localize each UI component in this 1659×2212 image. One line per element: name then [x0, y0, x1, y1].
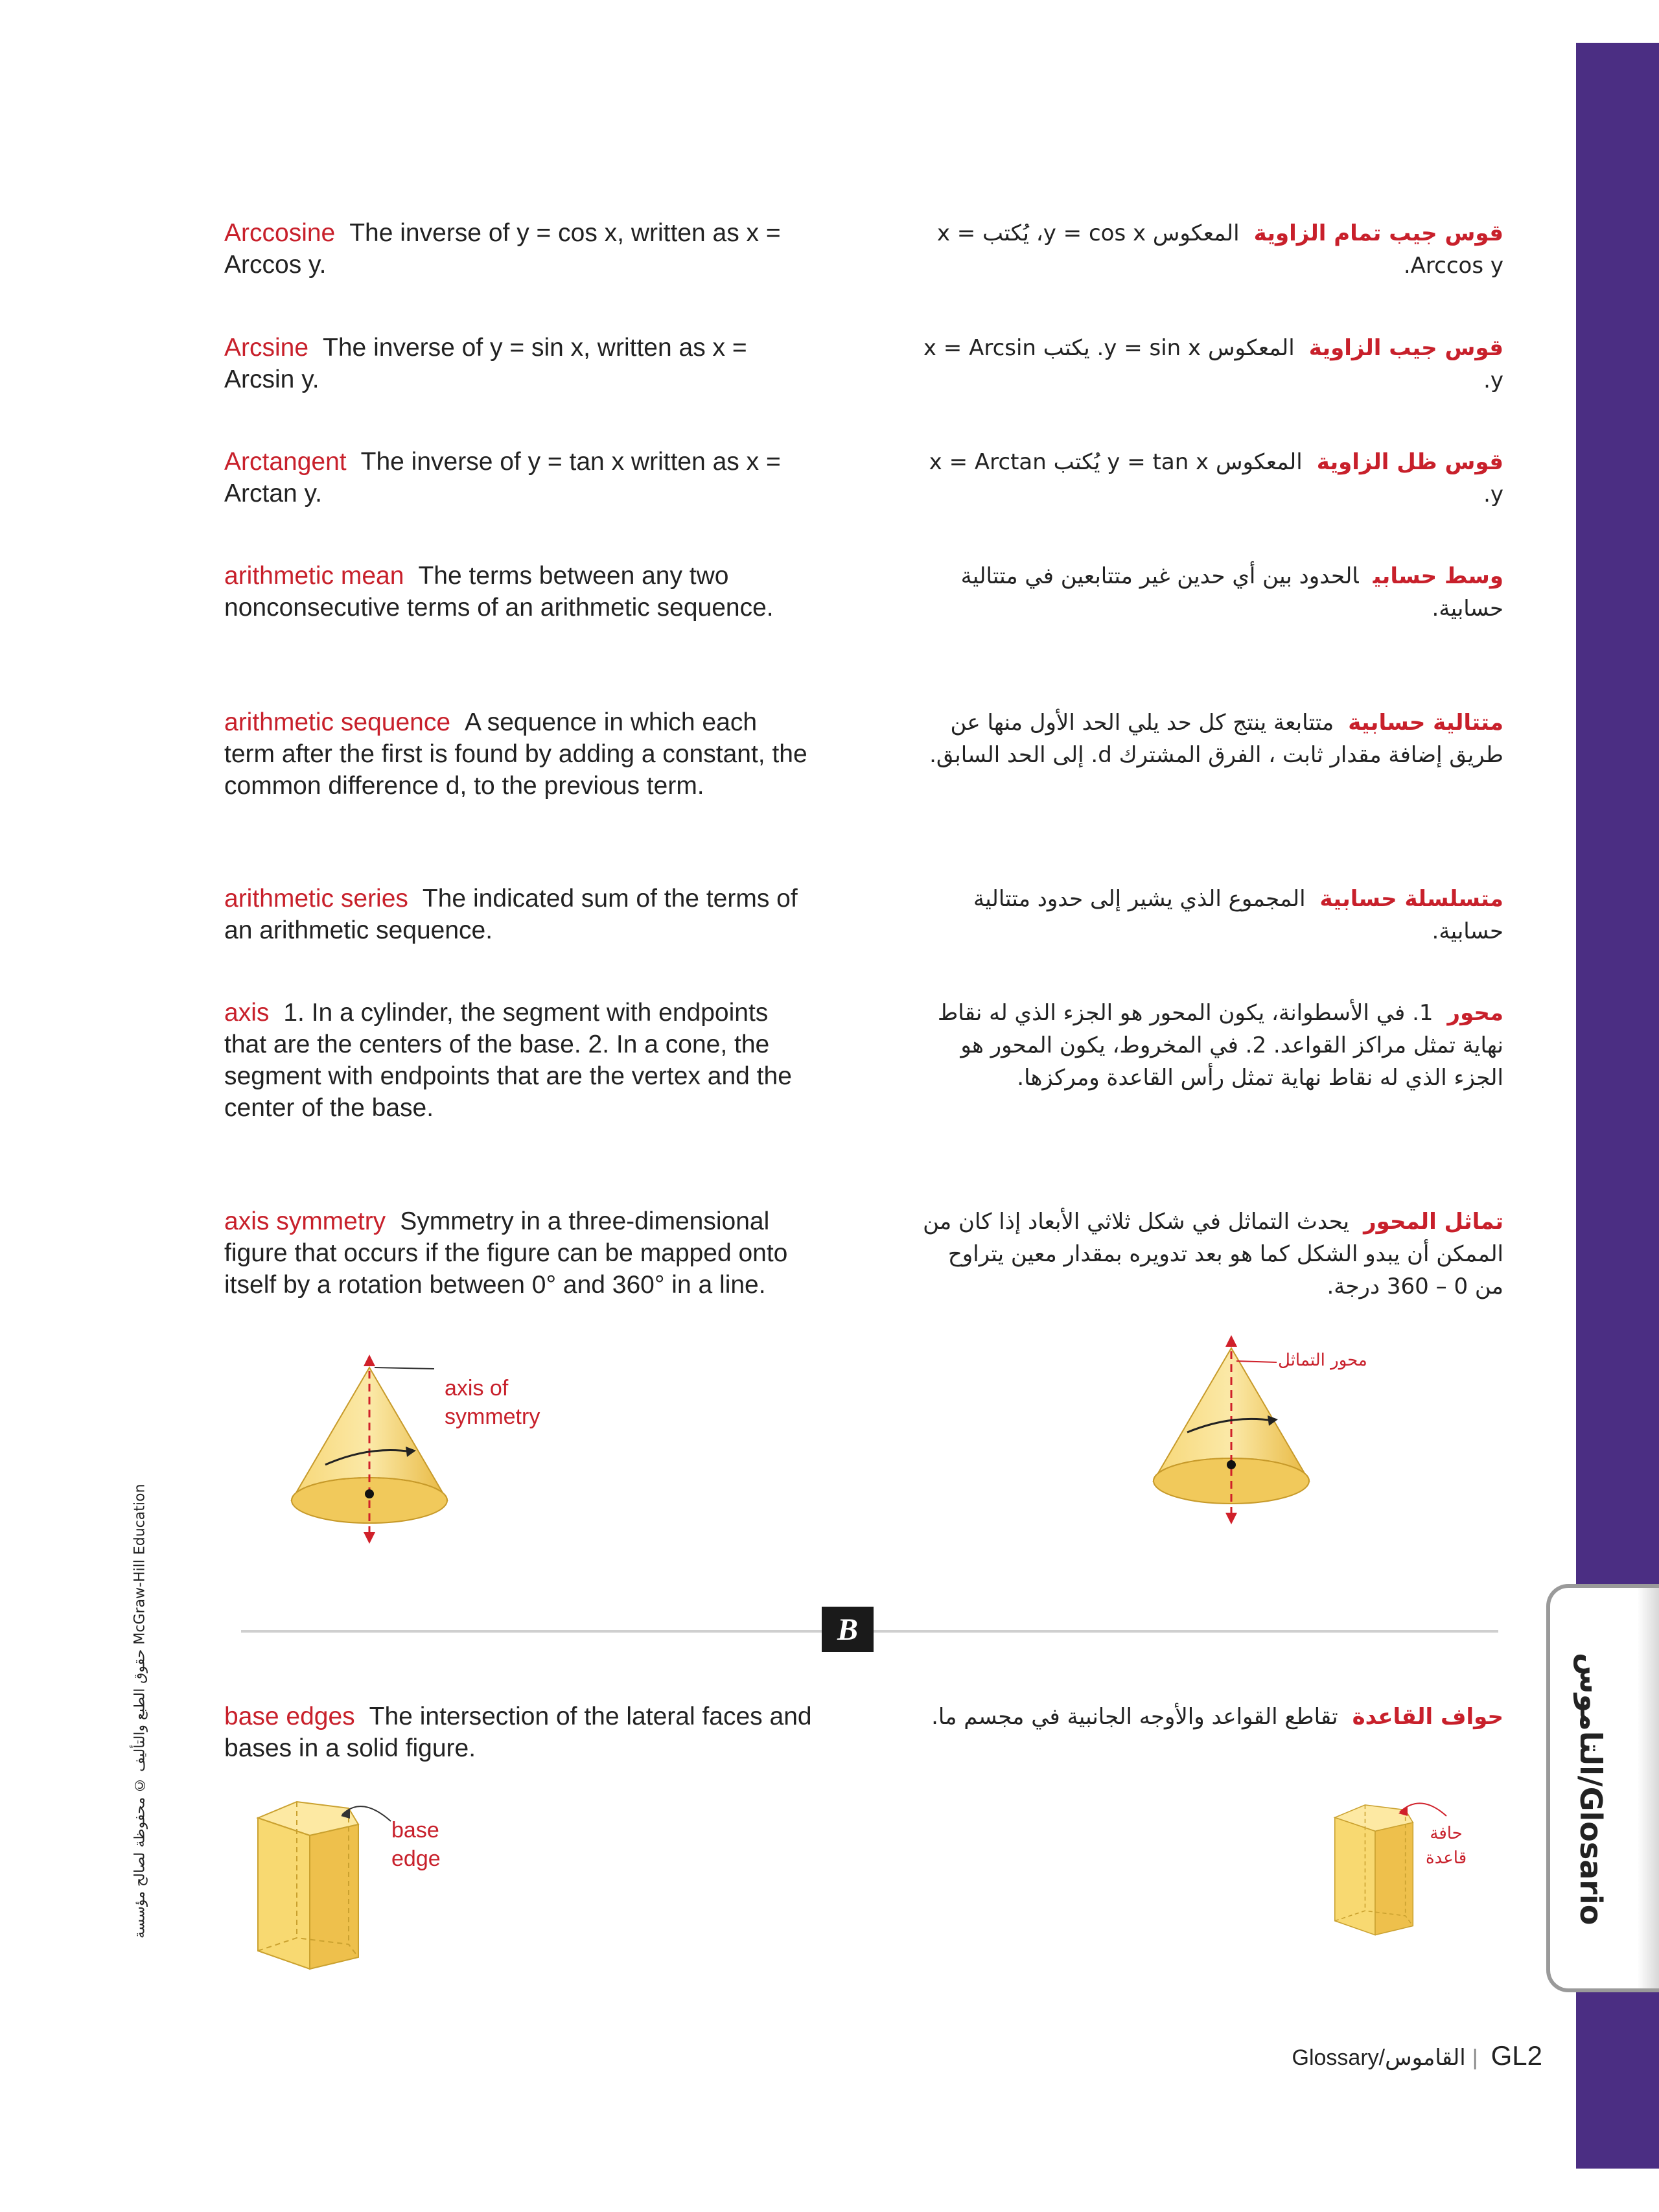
- entry-arcsine-en: [224, 332, 814, 395]
- entry-arithmetic-mean-ar: [914, 560, 1503, 625]
- entry-base-edges-en: [224, 1701, 814, 1764]
- entry-term: قوس جيب تمام الزاوية: [1253, 220, 1503, 246]
- prism-label-ar: [1426, 1821, 1467, 1870]
- entry-definition: المعكوس y = cos x، يُكتب x = Arccos y.: [936, 220, 1503, 279]
- entry-definition: A sequence in which each term after the first is found by adding a constant, the common difference d, to the previous term.: [224, 708, 807, 800]
- page-footer: [1292, 2040, 1542, 2071]
- entry-term: Arctangent: [224, 448, 347, 476]
- entry-term: متتالية حسابية: [1348, 710, 1503, 736]
- entry-arithmetic-series-en: [224, 883, 814, 946]
- entry-definition: المعكوس y = sin x. يكتب x = Arcsin y.: [923, 335, 1503, 393]
- entry-term: arithmetic mean: [224, 562, 404, 590]
- entry-arctangent-en: [224, 446, 814, 509]
- entry-term: Arccosine: [224, 219, 336, 247]
- entry-term: base edges: [224, 1703, 355, 1730]
- side-tab-label: التاموس/Glosario: [1573, 1652, 1608, 1926]
- prism-label-line: قاعدة: [1426, 1848, 1467, 1868]
- entry-definition: The terms between any two nonconsecutive terms of an arithmetic sequence.: [224, 562, 774, 622]
- prism-label-en: [391, 1816, 441, 1873]
- entry-definition: The indicated sum of the terms of an arithmetic sequence.: [224, 885, 798, 944]
- entry-term: Arcsine: [224, 334, 309, 362]
- entry-term: axis symmetry: [224, 1207, 386, 1235]
- entry-term: متسلسلة حسابية: [1319, 886, 1503, 912]
- entry-term: حواف القاعدة: [1352, 1704, 1503, 1730]
- entry-arcsine-ar: [914, 332, 1503, 397]
- prism-figure-ar: [1330, 1799, 1421, 1942]
- prism-label-line: base: [391, 1818, 439, 1843]
- entry-axis-symmetry-en: [224, 1205, 814, 1301]
- entry-definition: المجموع الذي يشير إلى حدود متتالية حسابية.: [973, 886, 1503, 944]
- footer-separator: |: [1472, 2045, 1478, 2070]
- entry-axis-ar: [914, 997, 1503, 1094]
- entry-definition: 1. In a cylinder, the segment with endpoints that are the centers of the base. 2. In a cone, the segment with endpoints that are the vertex and the center of the base.: [224, 999, 792, 1122]
- section-letter: B: [822, 1607, 874, 1652]
- entry-arithmetic-sequence-ar: [914, 706, 1503, 771]
- entry-term: arithmetic sequence: [224, 708, 451, 736]
- entry-definition: الحدود بين أي حدين غير متتابعين في متتالية حسابية.: [960, 563, 1503, 622]
- prism-label-line: حافة: [1430, 1824, 1463, 1843]
- entry-definition: The inverse of y = sin x, written as x = Arcsin y.: [224, 334, 747, 393]
- entry-term: وسط حسابي: [1373, 563, 1503, 589]
- entry-arithmetic-sequence-en: [224, 706, 814, 802]
- entry-axis-symmetry-ar: [914, 1205, 1503, 1303]
- entry-arithmetic-series-ar: [914, 883, 1503, 948]
- entry-definition: Symmetry in a three-dimensional figure that occurs if the figure can be mapped onto itself by a rotation between 0° and 360° in a line.: [224, 1207, 788, 1299]
- entry-term: تماثل المحور: [1363, 1209, 1503, 1235]
- footer-label: Glossary/القاموس: [1292, 2045, 1466, 2070]
- entry-axis-en: [224, 997, 814, 1124]
- section-divider-right: [874, 1630, 1498, 1633]
- entry-definition: يحدث التماثل في شكل ثلاثي الأبعاد إذا كان من الممكن أن يبدو الشكل كما هو بعد تدويره بمقدار معين يتراوح من 0 – 360 درجة.: [923, 1209, 1503, 1299]
- cone-label-line: symmetry: [445, 1404, 540, 1429]
- entry-definition: تقاطع القواعد والأوجه الجانبية في مجسم ما.: [931, 1704, 1338, 1730]
- entry-arccosine-en: [224, 217, 814, 281]
- prism-figure-en: [251, 1795, 368, 1977]
- entry-arctangent-ar: [914, 446, 1503, 511]
- entry-arccosine-ar: [914, 217, 1503, 282]
- entry-term: قوس ظل الزاوية: [1316, 449, 1503, 475]
- cone-label-line: axis of: [445, 1376, 509, 1401]
- prism-label-line: edge: [391, 1846, 441, 1871]
- entry-term: axis: [224, 999, 270, 1027]
- entry-base-edges-ar: [914, 1701, 1503, 1733]
- cone-figure-en: [279, 1355, 473, 1549]
- entry-arithmetic-mean-en: [224, 560, 814, 623]
- cone-label-en: [445, 1374, 540, 1431]
- entry-definition: The intersection of the lateral faces and bases in a solid figure.: [224, 1703, 812, 1762]
- entry-term: محور: [1447, 1000, 1503, 1026]
- copyright-credit: حقوق الطبع والتأليف © محفوظة لصالح مؤسسة McGraw-Hill Education: [132, 1484, 148, 1938]
- section-divider-left: [241, 1630, 822, 1633]
- entry-definition: 1. في الأسطوانة، يكون المحور هو الجزء الذي له نقاط نهاية تمثل مراكز القواعد. 2. في المخروط، يكون المحور هو الجزء الذي له نقاط نهاية تمثل رأس القاعدة ومركزها.: [937, 1000, 1503, 1091]
- entry-definition: المعكوس y = tan x يُكتب x = Arctan y.: [929, 449, 1503, 507]
- entry-term: arithmetic series: [224, 885, 408, 913]
- cone-label-ar: محور التماثل: [1278, 1351, 1367, 1370]
- entry-term: قوس جيب الزاوية: [1308, 335, 1503, 361]
- page-number: GL2: [1491, 2040, 1542, 2071]
- entry-definition: The inverse of y = tan x written as x = Arctan y.: [224, 448, 781, 507]
- entry-definition: The inverse of y = cos x, written as x = Arccos y.: [224, 219, 781, 279]
- entry-definition: متتابعة ينتج كل حد يلي الحد الأول منها عن طريق إضافة مقدار ثابت ، الفرق المشترك d. إلى الحد السابق.: [929, 710, 1503, 768]
